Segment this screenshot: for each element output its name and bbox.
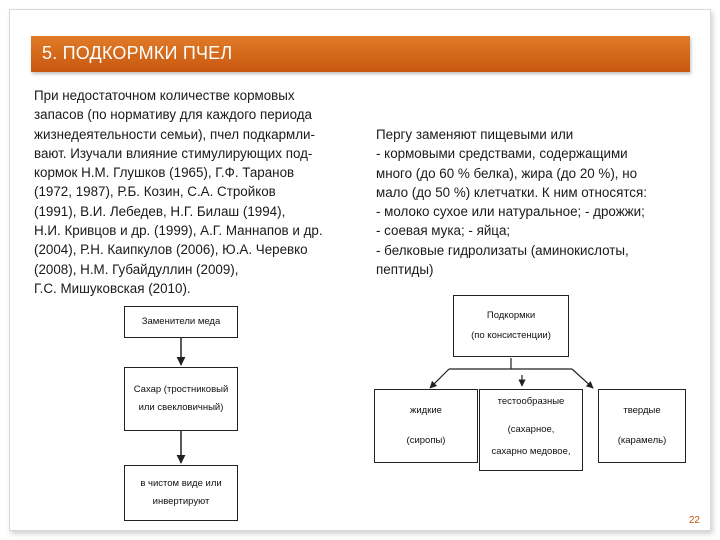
liquid-box — [374, 389, 478, 463]
invert-label-line: инвертируют — [152, 496, 210, 507]
right-text-line: - молоко сухое или натуральное; - дрожжи; — [376, 204, 645, 220]
sugar-label-line: Сахар (тростниковый — [133, 384, 229, 395]
arrow-to-liquid — [430, 369, 449, 388]
left-text-line: Н.И. Кривцов и др. (1999), А.Г. Маннапов и др. — [34, 223, 323, 239]
right-text-line: мало (до 50 %) клетчатки. К ним относятся: — [376, 184, 647, 200]
left-text-line: При недостаточном количестве кормовых — [34, 88, 295, 103]
liquid-label-line: жидкие — [410, 405, 442, 416]
left-text-line: кормок Н.М. Глушков (1965), Г.Ф. Таранов — [34, 165, 295, 181]
root-label-line: Подкормки — [486, 310, 536, 321]
right-text-line: - кормовыми средствами, содержащими — [376, 146, 628, 162]
right-text-line: - соевая мука; - яйца; — [376, 223, 511, 239]
invert-box — [124, 465, 238, 521]
paste-label-line: тестообразные — [497, 396, 565, 407]
solid-label-line: твердые — [623, 405, 661, 416]
right-text-line: много (до 60 % белка), жира (до 20 %), но — [376, 165, 638, 181]
left-text-line: Г.С. Мишуковская (2010). — [34, 280, 191, 296]
honey-substitutes-label: Заменители меда — [141, 316, 221, 327]
feeding-root-box — [453, 295, 569, 357]
paste-label-line: (сахарное, — [507, 424, 555, 435]
paste-label-line: сахарно медовое, — [491, 446, 571, 457]
arrow-to-solid — [572, 369, 593, 388]
right-text-line: - белковые гидролизаты (аминокислоты, — [376, 242, 629, 258]
left-text-line: (2004), Р.Н. Каипкулов (2006), Ю.А. Черевко — [34, 242, 308, 258]
left-text-line: вают. Изучали влияние стимулирующих под- — [34, 145, 313, 161]
sugar-label-line: или свекловичный) — [138, 402, 224, 413]
left-text-line: (1972, 1987), Р.Б. Козин, С.А. Стройков — [34, 184, 276, 200]
paste-box — [479, 389, 583, 471]
left-text-line: запасов (по нормативу для каждого периода — [34, 107, 312, 123]
right-text-line: Пергу заменяют пищевыми или — [376, 127, 574, 142]
sugar-box — [124, 367, 238, 431]
root-label-line: (по консистенции) — [471, 330, 551, 341]
invert-label-line: в чистом виде или — [140, 478, 222, 489]
left-text-line: (2008), Н.М. Губайдуллин (2009), — [34, 261, 239, 277]
left-text-line: жизнедеятельности семьи), пчел подкармли- — [34, 126, 315, 142]
honey-substitutes-box — [124, 306, 238, 338]
solid-label-line: (карамель) — [617, 435, 667, 446]
liquid-label-line: (сиропы) — [406, 435, 446, 446]
solid-box — [598, 389, 686, 463]
page-number: 22 — [688, 515, 700, 526]
slide-title: 5. ПОДКОРМКИ ПЧЕЛ — [42, 43, 233, 63]
left-text-line: (1991), В.И. Лебедев, Н.Г. Билаш (1994), — [34, 203, 286, 219]
right-text-line: пептиды) — [376, 262, 434, 278]
